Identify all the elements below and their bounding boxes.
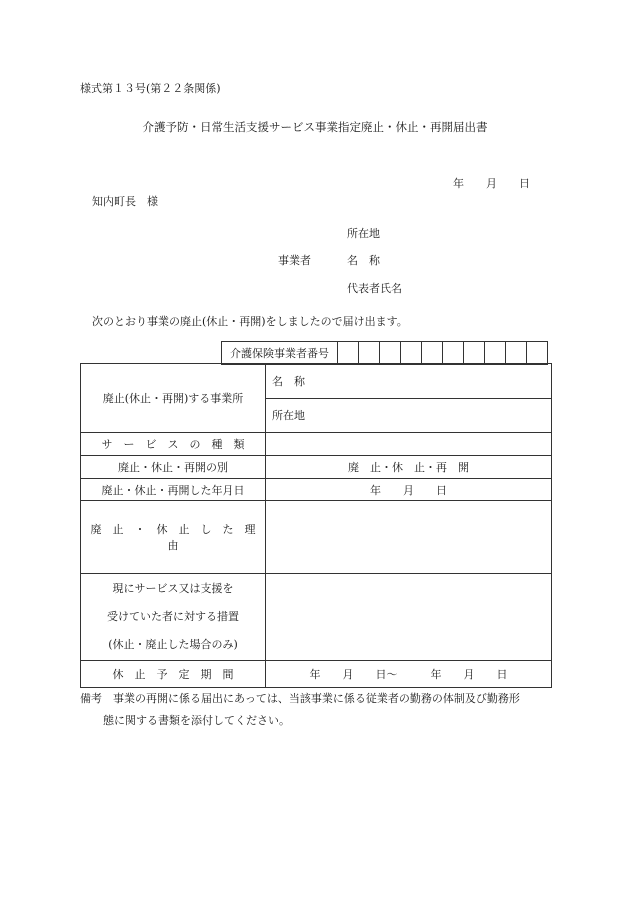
measures-label-line: 現にサービス又は支援を — [112, 582, 234, 595]
note-line: 態に関する書類を添付してください。 — [103, 714, 290, 727]
applicant-name-label: 名 称 — [347, 254, 380, 267]
form-number: 様式第１３号(第２２条関係) — [80, 82, 221, 95]
insurer-number-digit-box[interactable] — [401, 342, 422, 365]
category-label: 廃止・休止・再開の別 — [81, 456, 266, 479]
service-type-field[interactable] — [266, 433, 552, 456]
category-options[interactable]: 廃 止・休 止・再 開 — [266, 456, 552, 479]
addressee: 知内町長 様 — [92, 195, 158, 208]
applicant-representative-label: 代表者氏名 — [347, 282, 402, 295]
insurer-number-digit-box[interactable] — [527, 342, 548, 365]
office-location-label: 所在地 — [272, 409, 305, 423]
insurer-number-digit-box[interactable] — [338, 342, 359, 365]
office-name-field[interactable] — [266, 364, 552, 399]
note-line: 備考 事業の再開に係る届出にあっては、当該事業に係る従業者の勤務の体制及び勤務形 — [80, 692, 520, 705]
reason-label: 廃 止 ・ 休 止 し た 理 由 — [81, 501, 266, 574]
office-name-label: 名 称 — [272, 374, 305, 388]
reason-field[interactable] — [266, 501, 552, 574]
insurer-number-digit-box[interactable] — [380, 342, 401, 365]
insurer-number-digit-box[interactable] — [506, 342, 527, 365]
period-field[interactable]: 年 月 日～ 年 月 日 — [266, 661, 552, 688]
intro-text: 次のとおり事業の廃止(休止・再開)をしましたので届け出ます。 — [92, 315, 408, 328]
applicant-location-label: 所在地 — [347, 227, 380, 240]
submission-date: 年 月 日 — [453, 177, 530, 190]
service-type-label: サ ー ビ ス の 種 類 — [81, 433, 266, 456]
period-label: 休 止 予 定 期 間 — [81, 661, 266, 688]
measures-label-line: 受けていた者に対する措置 — [107, 610, 239, 623]
document-title: 介護予防・日常生活支援サービス事業指定廃止・休止・再開届出書 — [142, 120, 488, 134]
office-label: 廃止(休止・再開)する事業所 — [81, 364, 266, 433]
notification-table — [80, 363, 552, 688]
measures-field[interactable] — [266, 574, 552, 661]
insurer-number-label: 介護保険事業者番号 — [222, 342, 338, 365]
office-location-field[interactable] — [266, 398, 552, 433]
insurer-number-digit-box[interactable] — [359, 342, 380, 365]
measures-label-line: (休止・廃止した場合のみ) — [108, 638, 238, 651]
insurer-number-digit-box[interactable] — [422, 342, 443, 365]
date-field[interactable]: 年 月 日 — [266, 479, 552, 501]
date-label: 廃止・休止・再開した年月日 — [81, 479, 266, 501]
insurer-number-digit-box[interactable] — [464, 342, 485, 365]
applicant-business-label: 事業者 — [278, 254, 311, 267]
insurer-number-table — [221, 341, 548, 365]
insurer-number-digit-box[interactable] — [485, 342, 506, 365]
insurer-number-digit-box[interactable] — [443, 342, 464, 365]
measures-label — [81, 574, 266, 661]
